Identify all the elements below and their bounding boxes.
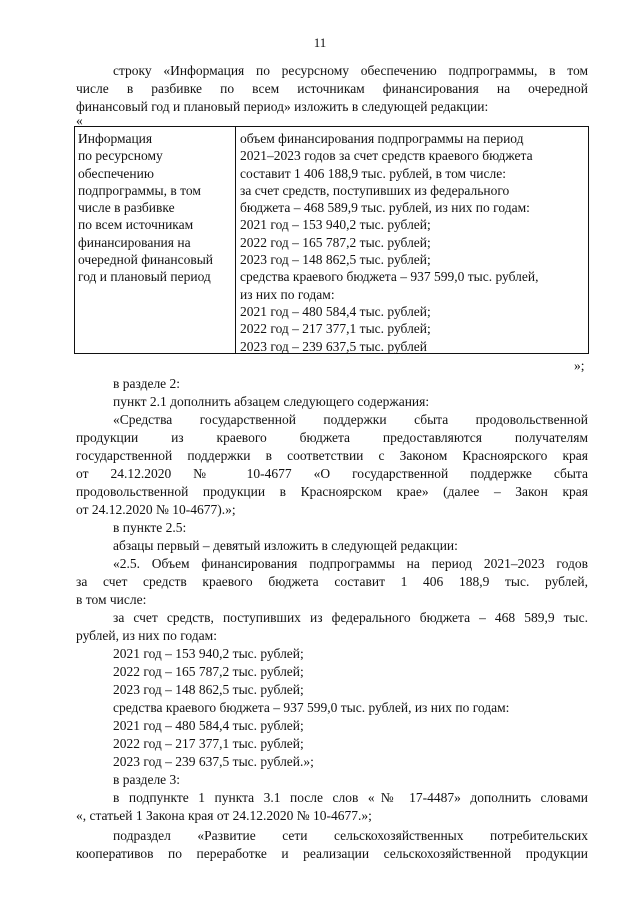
section3-heading: в разделе 3: [113, 772, 181, 787]
section2-sub-item: абзацы первый – девятый изложить в следующей редакции: [113, 538, 458, 553]
right-line: 2021 год – 480 584,4 тыс. рублей; [240, 303, 431, 319]
fed-year: 2023 год – 148 862,5 тыс. рублей; [113, 682, 304, 697]
right-line: бюджета – 468 589,9 тыс. рублей, из них по годам: [240, 200, 530, 216]
section2-sub-heading: в пункте 2.5: [113, 520, 187, 535]
section2-para-line: «Средства государственной поддержки сбыта продовольственной [113, 412, 588, 427]
left-line: подпрограммы, в том [78, 182, 201, 198]
p25-line: в том числе: [76, 592, 147, 607]
right-line: 2021 год – 153 940,2 тыс. рублей; [240, 217, 431, 233]
resource-table [74, 126, 589, 354]
left-line: финансирования на [78, 234, 191, 250]
section2-para-line: от 24.12.2020 № 10-4677 «О государственной поддержке сбыта [76, 466, 588, 481]
reg-year: 2021 год – 480 584,4 тыс. рублей; [113, 718, 304, 733]
right-line: средства краевого бюджета – 937 599,0 тыс. рублей, [240, 269, 539, 285]
right-line: 2023 год – 148 862,5 тыс. рублей; [240, 252, 431, 268]
reg-year: 2022 год – 217 377,1 тыс. рублей; [113, 736, 304, 751]
section3-para-line: «, статьей 1 Закона края от 24.12.2020 № 10-4677.»; [76, 808, 372, 823]
intro-line: финансовый год и плановый период» изложить в следующей редакции: [76, 99, 489, 114]
right-line: 2021–2023 годов за счет средств краевого бюджета [240, 148, 533, 164]
right-line: 2023 год – 239 637,5 тыс. рублей [240, 338, 428, 354]
fed-year: 2021 год – 153 940,2 тыс. рублей; [113, 646, 304, 661]
left-line: по ресурсному [78, 148, 163, 164]
intro-line: числе в разбивке по всем источникам финансирования на очередной [76, 81, 588, 96]
section2-heading: в разделе 2: [113, 376, 181, 391]
section3-para-line: в подпункте 1 пункта 3.1 после слов «№ 17-4487» дополнить словами [113, 790, 588, 805]
p25-line: «2.5. Объем финансирования подпрограммы на период 2021–2023 годов [113, 556, 588, 571]
section2-para-line: продовольственной продукции в Красноярском крае» (далее – Закон края [76, 484, 588, 499]
right-line: за счет средств, поступивших из федерального [240, 182, 510, 198]
fed-year: 2022 год – 165 787,2 тыс. рублей; [113, 664, 304, 679]
section3-sub-line: кооперативов по переработке и реализации сельскохозяйственной продукции [76, 846, 588, 861]
left-line: обеспечению [78, 165, 154, 181]
p25-line: за счет средств краевого бюджета составит 1 406 188,9 тыс. рублей, [76, 574, 588, 589]
right-line: 2022 год – 217 377,1 тыс. рублей; [240, 321, 431, 337]
right-line: объем финансирования подпрограммы на период [240, 131, 524, 146]
right-line: из них по годам: [240, 286, 335, 302]
left-line: очередной финансовый [78, 252, 214, 268]
table-left-cell [78, 130, 213, 286]
table-right-cell [240, 130, 538, 355]
fed-line: за счет средств, поступивших из федерального бюджета – 468 589,9 тыс. [113, 610, 588, 625]
close-quote: »; [574, 358, 585, 373]
section2-para-line: государственной поддержки в соответствии с Законом Красноярского края [76, 448, 588, 463]
page-number: 11 [313, 35, 327, 50]
fed-line: рублей, из них по годам: [76, 628, 217, 643]
section2-item: пункт 2.1 дополнить абзацем следующего содержания: [113, 394, 430, 409]
section3-sub-line: подраздел «Развитие сети сельскохозяйственных потребительских [113, 828, 588, 843]
right-line: составит 1 406 188,9 тыс. рублей, в том числе: [240, 165, 506, 181]
reg-year: 2023 год – 239 637,5 тыс. рублей.»; [113, 754, 314, 769]
table-column-divider [235, 127, 236, 353]
regional-line: средства краевого бюджета – 937 599,0 тыс. рублей, из них по годам: [113, 700, 510, 715]
open-quote: « [76, 113, 83, 128]
section2-para-line: от 24.12.2020 № 10-4677).»; [76, 502, 236, 517]
intro-line: строку «Информация по ресурсному обеспечению подпрограммы, в том [113, 63, 588, 78]
left-line: год и плановый период [78, 269, 211, 285]
right-line: 2022 год – 165 787,2 тыс. рублей; [240, 234, 431, 250]
left-line: числе в разбивке [78, 200, 175, 216]
section2-para-line: продукции из краевого бюджета предоставляются получателям [76, 430, 588, 445]
left-line: по всем источникам [78, 217, 194, 233]
left-line: Информация [78, 131, 153, 146]
